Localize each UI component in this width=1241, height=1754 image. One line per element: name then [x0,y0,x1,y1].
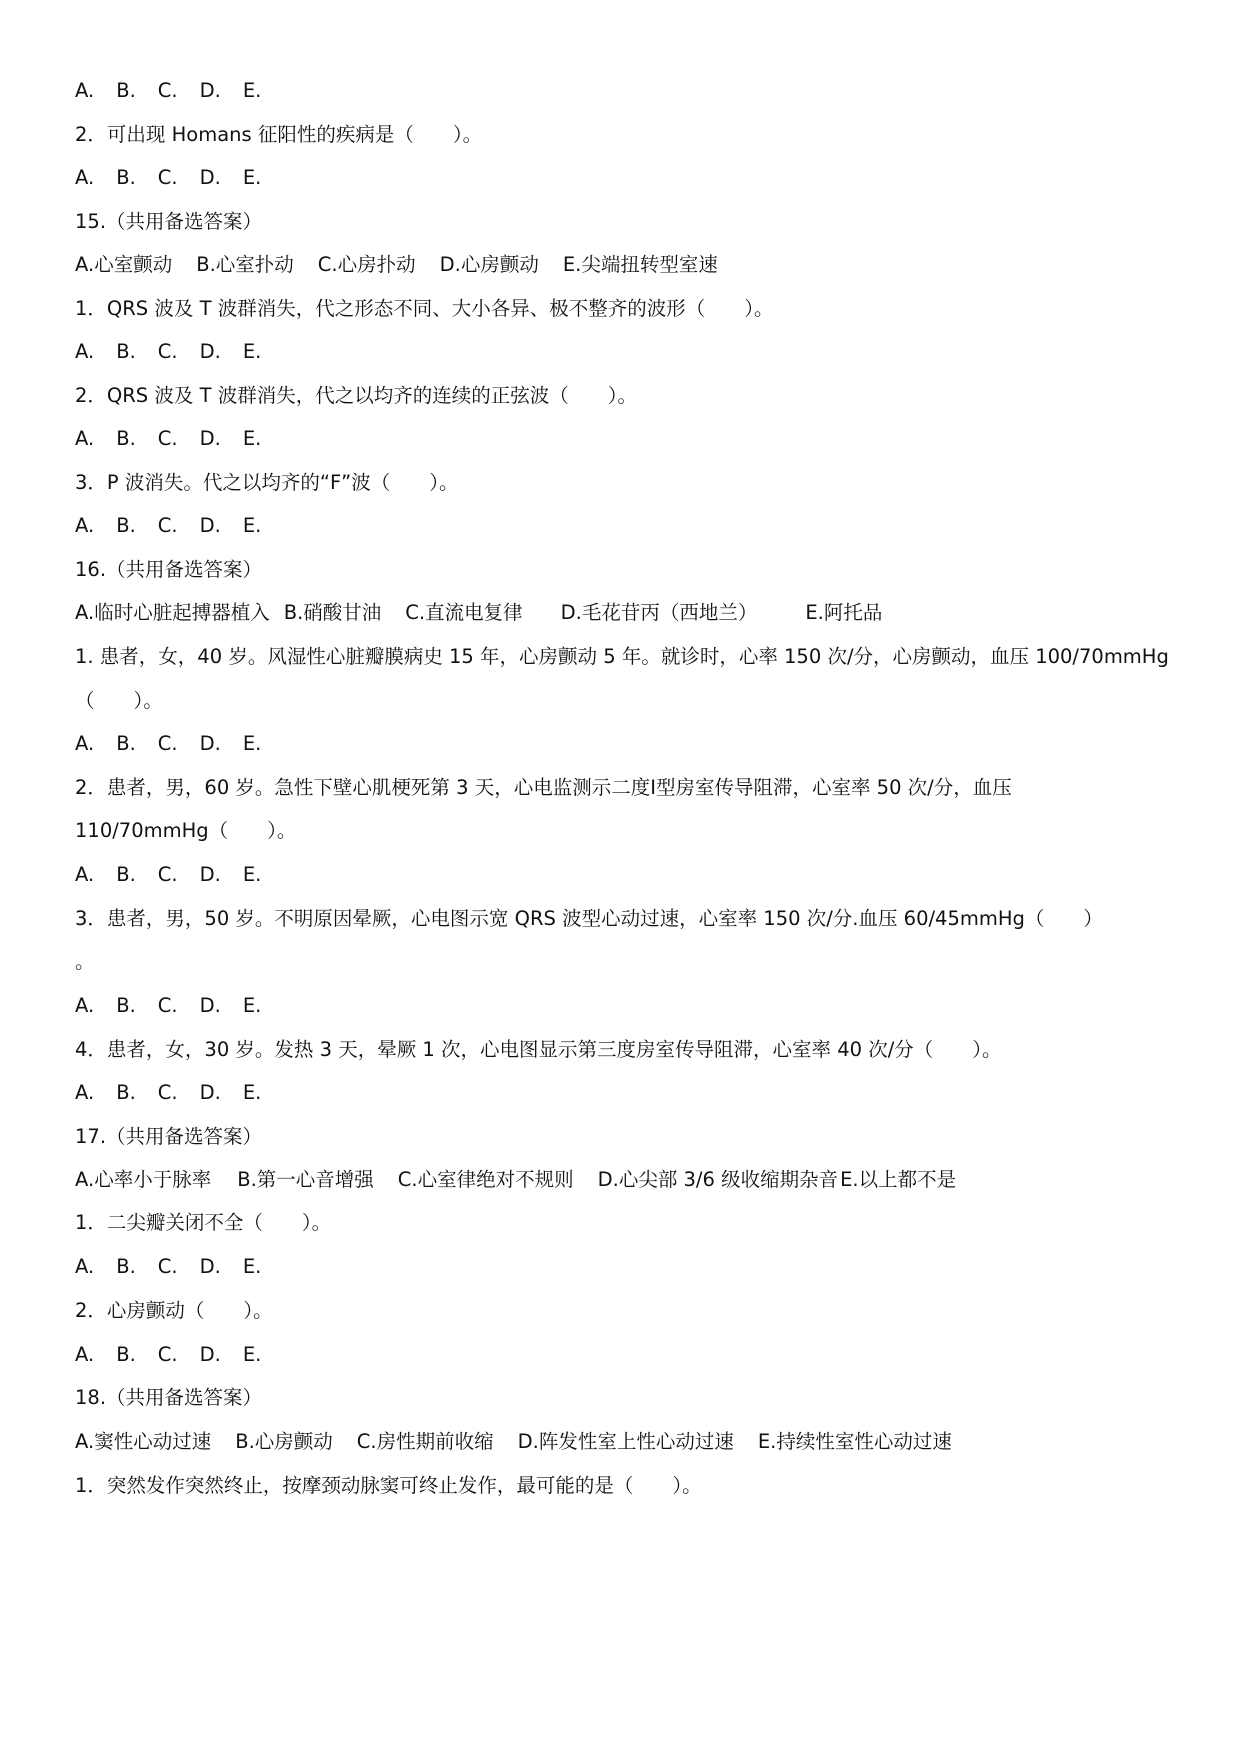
shared-options-row [75,600,1181,626]
answer-choices-row [75,165,1181,191]
question-text: 3．患者，男，50 岁。不明原因晕厥，心电图示宽 QRS 波型心动过速，心室率 150 次/分.血压 60/45mmHg（ ） [75,907,1103,930]
answer-choice: A. [75,732,95,755]
answer-choices-row [75,993,1181,1019]
answer-choice: A. [75,1255,95,1278]
answer-choice: C. [157,166,178,189]
shared-option: D.心尖部 3/6 级收缩期杂音 [597,1168,839,1191]
question-text: 2．患者，男，60 岁。急性下壁心肌梗死第 3 天，心电监测示二度Ⅰ型房室传导阻滞，心室率 50 次/分，血压 [75,776,1012,799]
answer-choice: D. [199,1343,221,1366]
question-text: 2．QRS 波及 T 波群消失，代之以均齐的连续的正弦波（ ）。 [75,384,637,407]
question-text: 1．QRS 波及 T 波群消失，代之形态不同、大小各异、极不整齐的波形（ ）。 [75,297,774,320]
shared-option: D.毛花苷丙（西地兰） [560,601,758,624]
shared-option: D.心房颤动 [439,253,539,276]
answer-choice: D. [199,427,221,450]
question-text: 2．心房颤动（ ）。 [75,1299,273,1322]
answer-choice: E. [242,732,262,755]
answer-choice: B. [116,427,136,450]
question-group-heading: 15.（共用备选答案） [75,210,263,233]
answer-choice: B. [116,1343,136,1366]
answer-choice: B. [116,994,136,1017]
answer-choice: A. [75,79,95,102]
question-text: 3．P 波消失。代之以均齐的“F”波（ ）。 [75,471,459,494]
shared-options-row [75,1167,1181,1193]
answer-choices-row [75,1342,1181,1368]
answer-choices-row [75,731,1181,757]
answer-choice: E. [242,166,262,189]
answer-choice: E. [242,79,262,102]
answer-choice: A. [75,427,95,450]
answer-choice: D. [199,1081,221,1104]
answer-choices-row [75,513,1181,539]
answer-choice: D. [199,994,221,1017]
answer-choice: A. [75,994,95,1017]
answer-choice: C. [157,427,178,450]
answer-choices-row [75,1254,1181,1280]
shared-options-row [75,1429,1181,1455]
answer-choice: E. [242,1255,262,1278]
answer-choice: D. [199,1255,221,1278]
answer-choice: E. [242,863,262,886]
shared-option: E.阿托品 [805,601,883,624]
answer-choice: A. [75,514,95,537]
answer-choices-row [75,339,1181,365]
shared-option: A.心率小于脉率 [75,1168,212,1191]
answer-choices-row [75,1080,1181,1106]
answer-choices-row [75,426,1181,452]
question-text: 。 [75,950,95,973]
answer-choice: C. [157,514,178,537]
answer-choice: A. [75,863,95,886]
answer-choice: E. [242,340,262,363]
shared-option: C.心房扑动 [317,253,416,276]
shared-option: B.心室扑动 [196,253,294,276]
answer-choice: D. [199,79,221,102]
shared-option: A.临时心脏起搏器植入 [75,601,270,624]
answer-choice: E. [242,1343,262,1366]
answer-choice: C. [157,340,178,363]
answer-choice: D. [199,340,221,363]
answer-choice: C. [157,1081,178,1104]
question-text: 4．患者，女，30 岁。发热 3 天，晕厥 1 次，心电图显示第三度房室传导阻滞，心室率 40 次/分（ ）。 [75,1038,1002,1061]
answer-choice: E. [242,1081,262,1104]
answer-choice: A. [75,340,95,363]
shared-option: C.房性期前收缩 [356,1430,494,1453]
question-group-heading: 17.（共用备选答案） [75,1125,263,1148]
shared-option: A.窦性心动过速 [75,1430,212,1453]
answer-choice: A. [75,1343,95,1366]
shared-option: A.心室颤动 [75,253,173,276]
answer-choice: C. [157,732,178,755]
answer-choice: E. [242,994,262,1017]
question-text: 110/70mmHg（ ）。 [75,819,297,842]
answer-choice: B. [116,732,136,755]
shared-option: C.直流电复律 [405,601,523,624]
answer-choice: D. [199,166,221,189]
shared-option: C.心室律绝对不规则 [397,1168,574,1191]
question-text: 1．突然发作突然终止，按摩颈动脉窦可终止发作，最可能的是（ ）。 [75,1474,702,1497]
answer-choice: A. [75,166,95,189]
answer-choice: A. [75,1081,95,1104]
answer-choice: E. [242,514,262,537]
question-text: 1. 患者，女，40 岁。风湿性心脏瓣膜病史 15 年，心房颤动 5 年。就诊时，心率 150 次/分，心房颤动，血压 100/70mmHg [75,645,1169,668]
answer-choice: B. [116,340,136,363]
answer-choices-row [75,78,1181,104]
answer-choice: B. [116,79,136,102]
answer-choice: B. [116,1255,136,1278]
answer-choice: C. [157,863,178,886]
answer-choice: C. [157,994,178,1017]
answer-choice: B. [116,863,136,886]
answer-choice: C. [157,1255,178,1278]
shared-options-row [75,252,1181,278]
shared-option: D.阵发性室上性心动过速 [517,1430,734,1453]
question-text: 2．可出现 Homans 征阳性的疾病是（ ）。 [75,123,483,146]
shared-option: E.尖端扭转型室速 [562,253,718,276]
question-group-heading: 16.（共用备选答案） [75,558,263,581]
answer-choice: D. [199,863,221,886]
answer-choice: C. [157,1343,178,1366]
shared-option: E.以上都不是 [840,1168,957,1191]
shared-option: B.心房颤动 [235,1430,333,1453]
shared-option: B.第一心音增强 [237,1168,374,1191]
answer-choice: B. [116,166,136,189]
answer-choice: D. [199,514,221,537]
answer-choice: C. [157,79,178,102]
answer-choice: E. [242,427,262,450]
answer-choice: D. [199,732,221,755]
shared-option: B.硝酸甘油 [283,601,382,624]
shared-option: E.持续性室性心动过速 [757,1430,952,1453]
answer-choice: B. [116,1081,136,1104]
question-text: （ ）。 [75,689,163,712]
answer-choice: B. [116,514,136,537]
answer-choices-row [75,862,1181,888]
question-text: 1．二尖瓣关闭不全（ ）。 [75,1211,332,1234]
question-group-heading: 18.（共用备选答案） [75,1386,263,1409]
